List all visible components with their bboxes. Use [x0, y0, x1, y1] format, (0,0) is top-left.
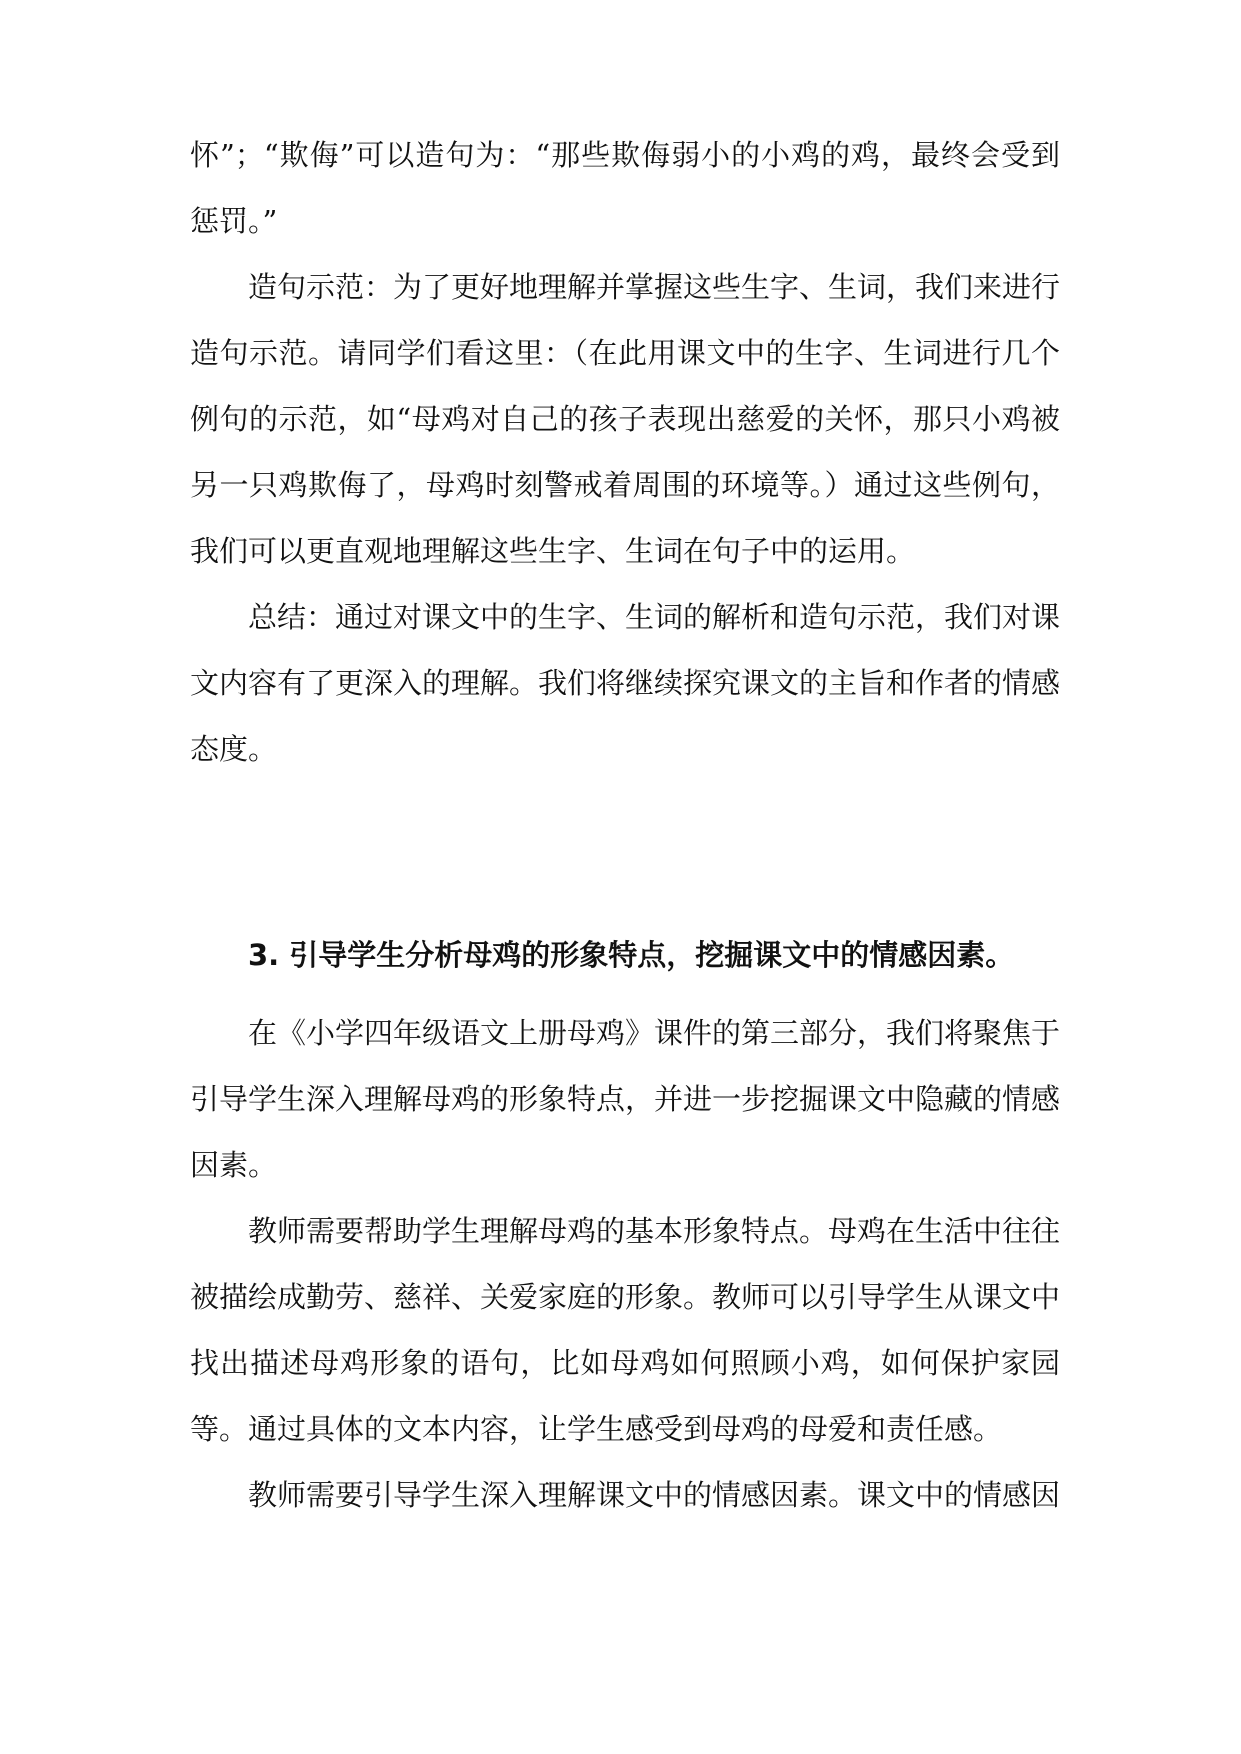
paragraph-continuation: 怀”；“欺侮”可以造句为：“那些欺侮弱小的小鸡的鸡，最终会受到惩罚。” [190, 138, 1060, 238]
paragraph-sentence-demo: 造句示范：为了更好地理解并掌握这些生字、生词，我们来进行造句示范。请同学们看这里：（在此用课文中的生字、生词进行几个例句的示范，如“母鸡对自己的孩子表现出慈爱的关怀，那只小鸡被另一只鸡欺侮了，母鸡时刻警戒着周围的环境等。）通过这些例句，我们可以更直观地理解这些生字、生词在句子中的运用。 [190, 270, 1061, 568]
paragraph-summary: 总结：通过对课文中的生字、生词的解析和造句示范，我们对课文内容有了更深入的理解。我们将继续探究课文的主旨和作者的情感态度。 [190, 600, 1061, 766]
paragraph-emotional-factors: 教师需要引导学生深入理解课文中的情感因素。课文中的情感因 [248, 1478, 1061, 1512]
paragraph-intro: 在《小学四年级语文上册母鸡》课件的第三部分，我们将聚焦于引导学生深入理解母鸡的形象特点，并进一步挖掘课文中隐藏的情感因素。 [190, 1016, 1061, 1182]
paragraph-image-traits: 教师需要帮助学生理解母鸡的基本形象特点。母鸡在生活中往往被描绘成勤劳、慈祥、关爱家庭的形象。教师可以引导学生从课文中找出描述母鸡形象的语句，比如母鸡如何照顾小鸡，如何保护家园等。通过具体的文本内容，让学生感受到母鸡的母爱和责任感。 [190, 1214, 1061, 1446]
section-heading: 3. 引导学生分析母鸡的形象特点，挖掘课文中的情感因素。 [248, 938, 1015, 972]
